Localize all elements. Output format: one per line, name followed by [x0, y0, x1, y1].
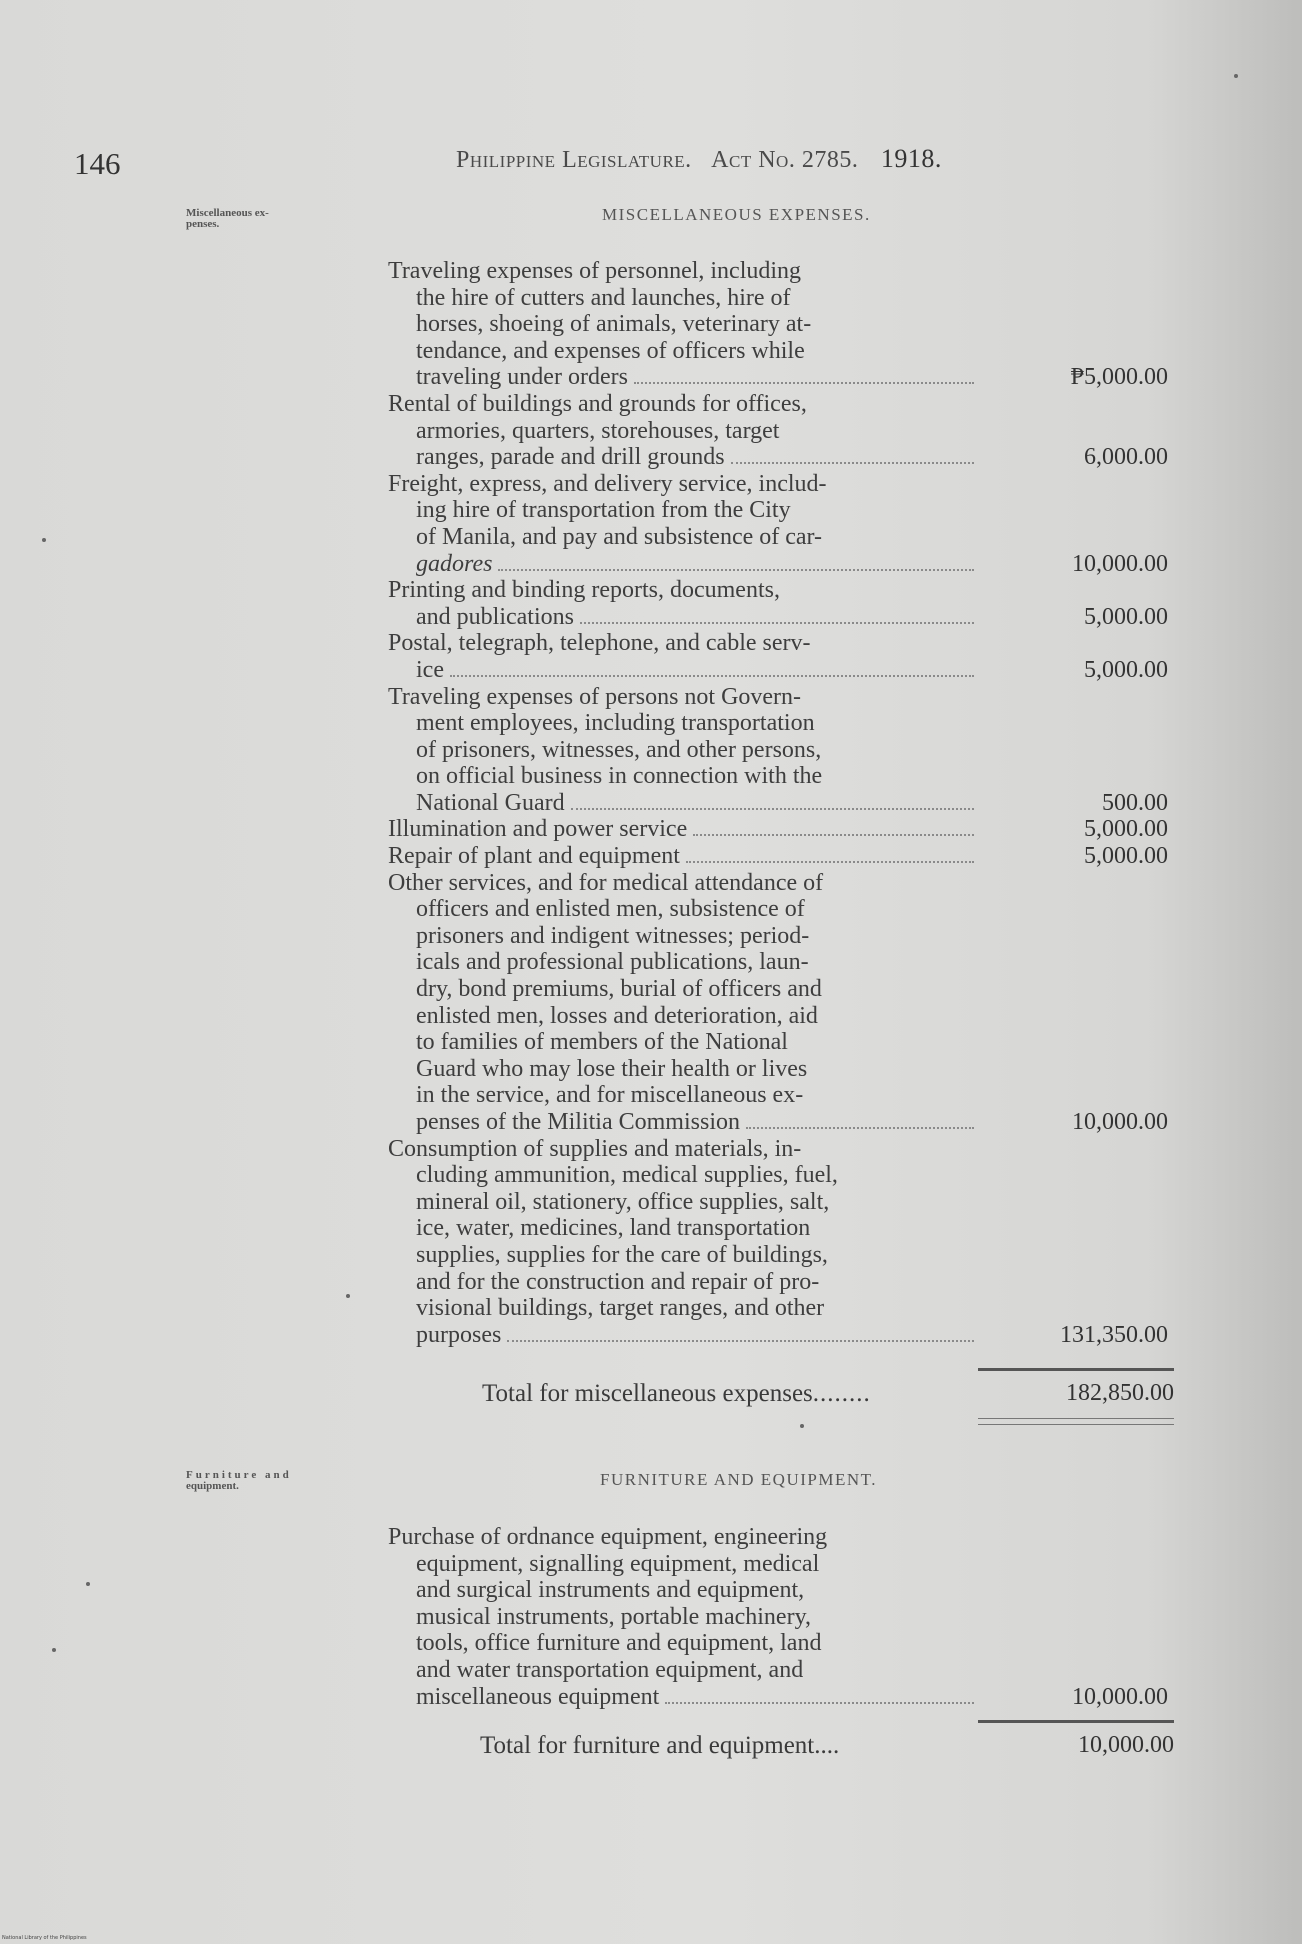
- furniture-total-row: Total for furniture and equipment....: [480, 1732, 840, 1759]
- running-head: [456, 144, 942, 174]
- expense-item-line: enlisted men, losses and deterioration, aid: [416, 1002, 818, 1029]
- misc-total-label: Total for miscellaneous expenses: [482, 1380, 813, 1407]
- scan-speck: [42, 538, 46, 542]
- expense-item-line: Purchase of ordnance equipment, engineering: [388, 1524, 828, 1550]
- expense-item: [388, 1135, 1168, 1349]
- scan-speck: [1234, 74, 1238, 78]
- expense-item-text: traveling under orders: [416, 364, 628, 391]
- expense-item-line: Guard who may lose their health or lives: [416, 1055, 808, 1082]
- misc-expense-list: [388, 258, 1168, 1348]
- leader-dots: [571, 808, 974, 810]
- expense-item: [388, 630, 1168, 683]
- expense-item: [388, 390, 1168, 471]
- scan-speck: [52, 1648, 56, 1652]
- expense-item-line: to families of members of the National: [416, 1029, 788, 1056]
- expense-item-line: cluding ammunition, medical supplies, fuel,: [416, 1162, 838, 1189]
- expense-item-line: ice, water, medicines, land transportation: [416, 1215, 811, 1242]
- expense-amount: 5,000.00: [1084, 843, 1168, 870]
- misc-total-amount: 182,850.00: [1066, 1380, 1174, 1406]
- expense-amount: 131,350.00: [1060, 1321, 1168, 1348]
- page-number: 146: [74, 146, 121, 181]
- expense-item: [388, 843, 1168, 870]
- expense-item-last-line: [388, 1684, 978, 1711]
- expense-item-last-line: [388, 816, 978, 843]
- expense-item-line: on official business in connection with the: [416, 763, 823, 790]
- expense-item-line: equipment, signalling equipment, medical: [416, 1550, 820, 1577]
- expense-amount: 10,000.00: [1072, 550, 1168, 577]
- subtotal-rule: [978, 1368, 1174, 1371]
- expense-amount: 10,000.00: [1072, 1109, 1168, 1135]
- expense-item-line: tools, office furniture and equipment, land: [416, 1630, 822, 1657]
- expense-item-text: miscellaneous equipment: [416, 1683, 660, 1710]
- expense-item-line: horses, shoeing of animals, veterinary at-: [416, 311, 812, 338]
- expense-item-text: Repair of plant and equipment: [388, 843, 680, 870]
- expense-amount: 6,000.00: [1084, 444, 1168, 471]
- leader-dots: [507, 1340, 974, 1342]
- furniture-total-label: Total for furniture and equipment: [480, 1732, 815, 1759]
- expense-item-text: National Guard: [416, 789, 565, 816]
- expense-item-text: and publications: [416, 603, 574, 630]
- expense-item-line: dry, bond premiums, burial of officers and: [416, 976, 822, 1003]
- expense-amount: 10,000.00: [1072, 1683, 1168, 1710]
- expense-item-line: prisoners and indigent witnesses; period-: [416, 922, 810, 949]
- leader-dots: [580, 622, 974, 624]
- furniture-expense-list: [388, 1524, 1168, 1710]
- leader-dots: [634, 382, 974, 384]
- expense-item-line: of prisoners, witnesses, and other persons,: [416, 736, 822, 763]
- expense-item-line: the hire of cutters and launches, hire of: [416, 284, 791, 311]
- expense-amount: 5,000.00: [1084, 656, 1168, 683]
- expense-item: [388, 869, 1168, 1136]
- margin-note-furniture: Furniture and equipment.: [186, 1469, 292, 1492]
- expense-item-last-line: [388, 790, 978, 817]
- expense-item-last-line: [388, 551, 978, 578]
- leader-dots: [498, 569, 974, 571]
- expense-item-line: Freight, express, and delivery service, includ-: [388, 470, 827, 497]
- expense-item-text: penses of the Militia Commission: [416, 1109, 740, 1135]
- expense-item-line: and surgical instruments and equipment,: [416, 1577, 805, 1604]
- expense-item-line: tendance, and expenses of officers while: [416, 337, 805, 364]
- expense-item-text: purposes: [416, 1321, 502, 1348]
- footer-watermark-text: National Library of the Philippines: [2, 1935, 87, 1941]
- furniture-subtotal-rule: [978, 1720, 1174, 1723]
- expense-item-line: supplies, supplies for the care of buildings,: [416, 1241, 828, 1268]
- expense-item-last-line: [388, 604, 978, 631]
- running-head-publication: Philippine Legislature.: [456, 147, 692, 173]
- expense-item: [388, 577, 1168, 630]
- expense-amount: 5,000.00: [1084, 816, 1168, 843]
- misc-total-row: Total for miscellaneous expenses........: [482, 1380, 871, 1407]
- document-page: 146 Philippine Legislature. Act No. 2785. 1918. Miscellaneous ex- penses. MISCELLANEOUS EXPENSES. Traveling expenses of personnel, including the hire of cutters and launches, hire of horses, shoeing of animals, veterinary at- tendance, and expenses of officers while traveling under orders ₱5,000.00 Rental of buildings and grounds for offices, armories, quarters, storehouses, target ranges, parade and drill grounds 6,000.00 Freight, express, and delivery service, includ- ing hire of transportation from the City of Manila, and pay and subsistence of car- gadores 10,000.00 Printing and binding reports, documents, and publications 5,000.00 Postal, telegraph, telephone, and cable serv- ice 5,000.00 Traveling expenses of persons not Govern- ment employees, including transportation of prisoners, witnesses, and other persons, on official business in connection with the National Guard 500.00 Illumination and power service 5,000.00 Repair of plant and equipment 5,000.00 Other services, and for medical attendance of officers and enlisted men, subsistence of prisoners and indigent witnesses; period- icals and professional publications, laun- dry, bond premiums, burial of officers and enlisted men, losses and deterioration, aid to families of members of the National Guard who may lose their health or lives in the service, and for miscellaneous ex- penses of the Militia Commission 10,000.00 Consumption of supplies and materials, in- cluding ammunition, medical supplies, fuel, mineral oil, stationery, office supplies, salt, ice, water, medicines, land transportation supplies, supplies for the care of buildings, and for the construction and repair of pro- visional buildings, target ranges, and other purposes 131,350.00 Total for miscellaneous expenses........ 182,850.00 Furniture and equipment. FURNITURE AND EQUIPMENT. Purchase of ordnance equipment, engineering equipment, signalling equipment, medical and surgical instruments and equipment, musical instruments, portable machinery, tools, office furniture and equipment, land and water transportation equipment, and miscellaneous equipment 10,000.00 Total for furniture and equipment.... 10,000.00 National Library of the Philippines: [0, 0, 1302, 1944]
- leader-dots: [686, 861, 974, 863]
- expense-item-line: and water transportation equipment, and: [416, 1656, 804, 1683]
- margin-note-misc: Miscellaneous ex- penses.: [186, 207, 269, 230]
- expense-item: [388, 470, 1168, 577]
- expense-item-line: Consumption of supplies and materials, in-: [388, 1135, 802, 1162]
- expense-item-text: ice: [416, 656, 444, 683]
- expense-item-line: visional buildings, target ranges, and other: [416, 1295, 825, 1322]
- expense-item-line: armories, quarters, storehouses, target: [416, 417, 780, 444]
- expense-item-line: Other services, and for medical attendance of: [388, 869, 824, 896]
- leader-dots: [731, 462, 974, 464]
- expense-item-line: ing hire of transportation from the City: [416, 497, 791, 524]
- expense-item-text: ranges, parade and drill grounds: [416, 444, 725, 471]
- expense-item: [388, 258, 1168, 391]
- expense-amount: ₱5,000.00: [1070, 364, 1168, 391]
- expense-amount: 500.00: [1102, 789, 1168, 816]
- expense-item-last-line: [388, 657, 978, 684]
- expense-item-line: and for the construction and repair of pro-: [416, 1268, 820, 1295]
- leader-dots: [693, 834, 974, 836]
- running-head-act: Act No. 2785.: [711, 147, 859, 173]
- expense-item-text: gadores: [416, 550, 493, 577]
- expense-item-line: Printing and binding reports, documents,: [388, 577, 780, 604]
- furniture-total-amount: 10,000.00: [1078, 1732, 1174, 1758]
- expense-item: [388, 683, 1168, 817]
- expense-item-line: ment employees, including transportation: [416, 710, 815, 737]
- expense-item-text: Illumination and power service: [388, 816, 688, 843]
- scan-speck: [346, 1294, 350, 1298]
- expense-item-last-line: [388, 1322, 978, 1349]
- expense-item-last-line: [388, 444, 978, 471]
- expense-item-line: Traveling expenses of persons not Govern-: [388, 683, 802, 710]
- expense-item-line: Postal, telegraph, telephone, and cable serv-: [388, 630, 811, 657]
- scan-speck: [86, 1582, 90, 1586]
- expense-item-last-line: [388, 1109, 978, 1136]
- total-double-rule-bottom: [978, 1424, 1174, 1425]
- expense-item-last-line: [388, 843, 978, 870]
- leader-dots: [450, 675, 974, 677]
- expense-item: [388, 816, 1168, 843]
- leader-dots: [746, 1127, 974, 1129]
- expense-amount: 5,000.00: [1084, 603, 1168, 630]
- expense-item-line: mineral oil, stationery, office supplies, salt,: [416, 1188, 830, 1215]
- running-head-year: 1918.: [880, 144, 942, 173]
- expense-item-line: of Manila, and pay and subsistence of car-: [416, 523, 823, 550]
- expense-item-line: icals and professional publications, laun-: [416, 949, 809, 976]
- expense-item-last-line: [388, 364, 978, 391]
- expense-item-line: Rental of buildings and grounds for offices,: [388, 390, 807, 417]
- scan-speck: [800, 1424, 804, 1428]
- expense-item-line: officers and enlisted men, subsistence of: [416, 896, 805, 923]
- expense-item-line: musical instruments, portable machinery,: [416, 1603, 812, 1630]
- total-double-rule-top: [978, 1418, 1174, 1419]
- expense-item: [388, 1524, 1168, 1710]
- leader-dots: [665, 1702, 974, 1704]
- expense-item-line: in the service, and for miscellaneous ex-: [416, 1082, 804, 1109]
- expense-item-line: Traveling expenses of personnel, including: [388, 258, 802, 284]
